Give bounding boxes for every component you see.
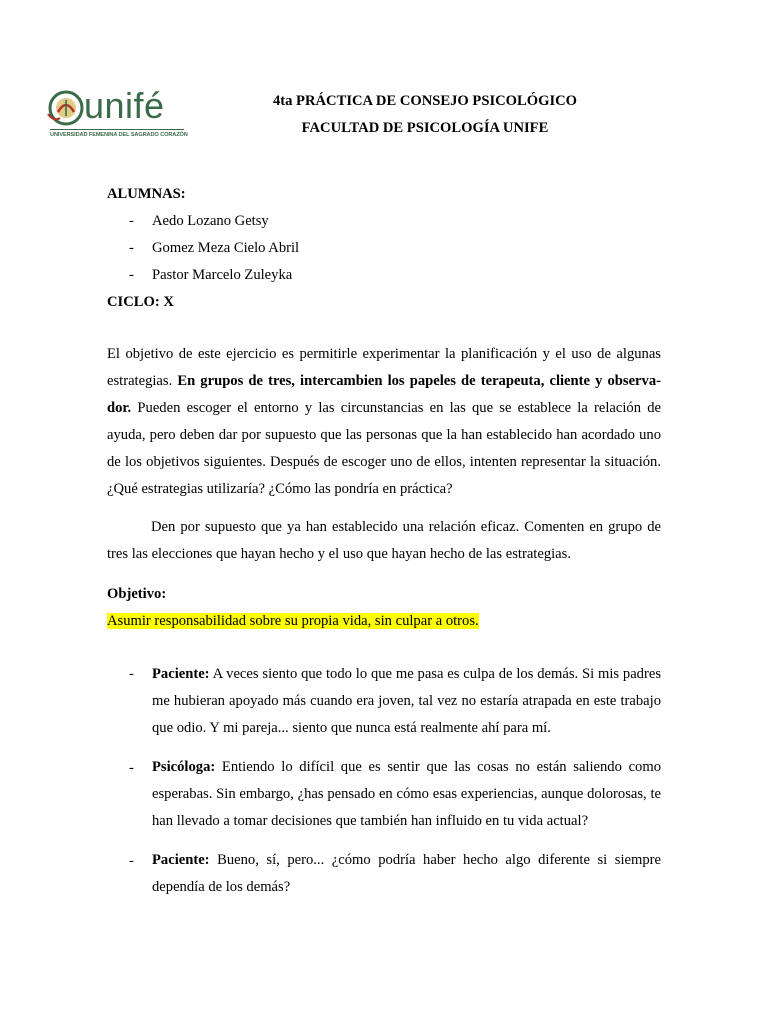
cycle-label: CICLO: X bbox=[107, 294, 174, 310]
dialogue-line bbox=[152, 754, 661, 835]
second-paragraph bbox=[107, 514, 661, 568]
unife-logo bbox=[46, 85, 188, 142]
dialogue-line bbox=[152, 847, 661, 901]
bullet-dash: - bbox=[129, 240, 134, 256]
logo-wordmark: unifé bbox=[84, 85, 165, 126]
dialogue-text: Entiendo lo difícil que es sentir que las cosas no están saliendo como esperabas. Sin embargo, ¿has pensado en cómo esas experiencias, aunque dolorosas, te han llevado a tomar decisiones que también han influido en tu vida actual? bbox=[152, 759, 661, 829]
intro-text-continued: Pueden escoger el entorno y las circunstancias en las que se establece la relación de ayuda, pero deben dar por supuesto que las personas que la han establecido han acordado uno de los objetivos siguientes. Después de escoger uno de ellos, intenten representar la situación. ¿Qué estrategias utilizaría? ¿Cómo las pondría en práctica? bbox=[107, 400, 661, 497]
bullet-dash: - bbox=[129, 760, 134, 776]
dialogue-text: Bueno, sí, pero... ¿cómo podría haber hecho algo diferente si siempre dependía de los demás? bbox=[152, 852, 661, 895]
second-paragraph-text: Den por supuesto que ya han establecido una relación eficaz. Comenten en grupo de tres las elecciones que hayan hecho y el uso que hayan hecho de las estrategias. bbox=[107, 519, 661, 562]
objective-label: Objetivo: bbox=[107, 586, 167, 602]
intro-bold-text: En grupos de tres, intercambien los papeles de terapeuta, cliente y observa-dor. bbox=[107, 373, 661, 416]
logo-tagline: UNIVERSIDAD FEMENINA DEL SAGRADO CORAZÓN bbox=[50, 129, 184, 138]
dialogue-text: A veces siento que todo lo que me pasa es culpa de los demás. Si mis padres me hubieran apoyado más cuando era joven, tal vez no estaría atrapada en este trabajo que odio. Y mi pareja... siento que nunca está realmente ahí para mí. bbox=[152, 666, 661, 736]
objective-text-line bbox=[107, 613, 479, 630]
intro-paragraph bbox=[107, 341, 661, 503]
bullet-dash: - bbox=[129, 853, 134, 869]
speaker-label: Paciente: bbox=[152, 852, 210, 868]
document-subtitle: FACULTAD DE PSICOLOGÍA UNIFE bbox=[301, 120, 549, 136]
document-title: 4ta PRÁCTICA DE CONSEJO PSICOLÓGICO bbox=[272, 93, 578, 109]
university-seal-icon bbox=[46, 88, 86, 128]
student-name: Aedo Lozano Getsy bbox=[152, 213, 269, 229]
intro-text: El objetivo de este ejercicio es permitirle experimentar la planificación y el uso de algunas estrategias. bbox=[107, 346, 661, 389]
speaker-label: Psicóloga: bbox=[152, 759, 216, 775]
speaker-label: Paciente: bbox=[152, 666, 210, 682]
students-label: ALUMNAS: bbox=[107, 186, 186, 202]
objective-text: Asumir responsabilidad sobre su propia vida, sin culpar a otros. bbox=[107, 613, 479, 629]
dialogue-line bbox=[152, 661, 661, 742]
bullet-dash: - bbox=[129, 666, 134, 682]
student-name: Gomez Meza Cielo Abril bbox=[152, 240, 300, 256]
bullet-dash: - bbox=[129, 267, 134, 283]
student-name: Pastor Marcelo Zuleyka bbox=[152, 267, 293, 283]
bullet-dash: - bbox=[129, 213, 134, 229]
